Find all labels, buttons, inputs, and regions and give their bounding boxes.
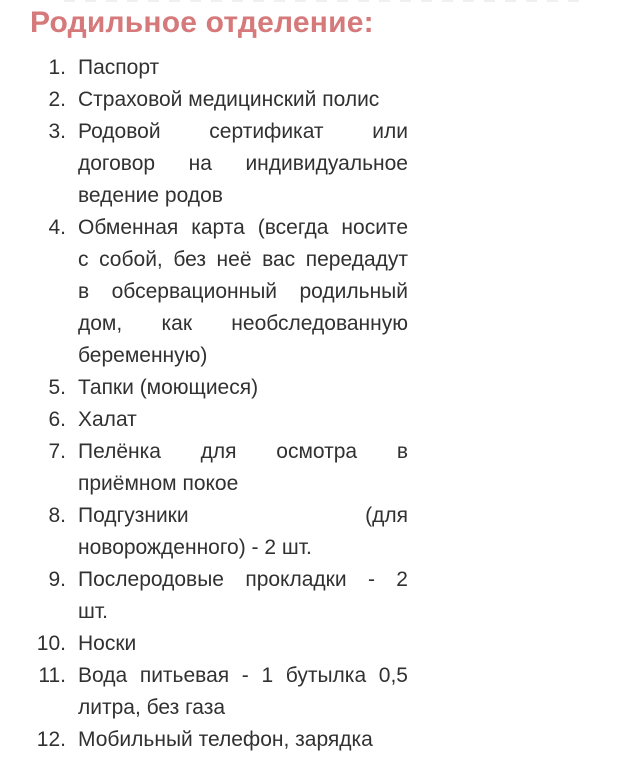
item-text-line: Носки — [78, 632, 137, 655]
item-text — [78, 628, 408, 660]
item-text-line: Пелёнка для осмотра в — [78, 440, 408, 463]
page-title: Родильное отделение: — [30, 6, 374, 39]
checklist-item — [0, 660, 629, 724]
item-number: 11. — [38, 664, 66, 687]
item-number: 3. — [48, 120, 66, 143]
item-number: 9. — [48, 568, 66, 591]
checklist-item — [0, 372, 629, 404]
item-number: 7. — [48, 440, 66, 463]
item-number: 8. — [48, 504, 66, 527]
item-number: 6. — [48, 408, 66, 431]
item-text-line: Страховой медицинский полис — [78, 88, 380, 111]
item-text-line: новорожденного) - 2 шт. — [78, 536, 312, 559]
checklist-item — [0, 628, 629, 660]
checklist-item — [0, 500, 629, 564]
item-text-line: договор на индивидуальное — [78, 152, 408, 175]
item-text-line: беременную) — [78, 344, 208, 367]
item-text-line: Подгузники (для — [78, 504, 408, 527]
item-text — [78, 52, 408, 84]
item-text-line: Паспорт — [78, 56, 160, 79]
item-text — [78, 116, 408, 212]
clipped-text-fragment — [64, 0, 586, 2]
item-number: 4. — [48, 216, 66, 239]
checklist-item — [0, 724, 629, 756]
checklist-item — [0, 116, 629, 212]
item-number: 1. — [48, 56, 66, 79]
checklist-item — [0, 436, 629, 500]
item-text-line: в обсервационный родильный — [78, 280, 408, 303]
item-number: 2. — [48, 88, 66, 111]
checklist-item — [0, 52, 629, 84]
item-number: 5. — [48, 376, 66, 399]
item-text-line: Обменная карта (всегда носите — [78, 216, 408, 239]
item-text — [78, 372, 408, 404]
item-text-line: с собой, без неё вас передадут — [78, 248, 408, 271]
item-text-line: ведение родов — [78, 184, 223, 207]
item-text-line: Халат — [78, 408, 137, 431]
item-text-line: приёмном покое — [78, 472, 239, 495]
item-text-line: Мобильный телефон, зарядка — [78, 728, 373, 751]
item-text — [78, 212, 408, 372]
item-text — [78, 404, 408, 436]
item-text — [78, 436, 408, 500]
item-text — [78, 660, 408, 724]
checklist-item — [0, 212, 629, 372]
checklist — [0, 52, 629, 756]
item-text-line: шт. — [78, 600, 108, 623]
item-text — [78, 724, 408, 756]
item-text-line: Послеродовые прокладки - 2 — [78, 568, 408, 591]
item-text-line: Тапки (моющиеся) — [78, 376, 259, 399]
item-text-line: Родовой сертификат или — [78, 120, 408, 143]
checklist-item — [0, 564, 629, 628]
item-number: 12. — [36, 728, 66, 751]
item-text-line: литра, без газа — [78, 696, 226, 719]
item-number: 10. — [36, 632, 66, 655]
item-text — [78, 500, 408, 564]
item-text-line: дом, как необследованную — [78, 312, 408, 335]
checklist-item — [0, 404, 629, 436]
checklist-item — [0, 84, 629, 116]
item-text — [78, 84, 408, 116]
item-text-line: Вода питьевая - 1 бутылка 0,5 — [78, 664, 408, 687]
item-text — [78, 564, 408, 628]
